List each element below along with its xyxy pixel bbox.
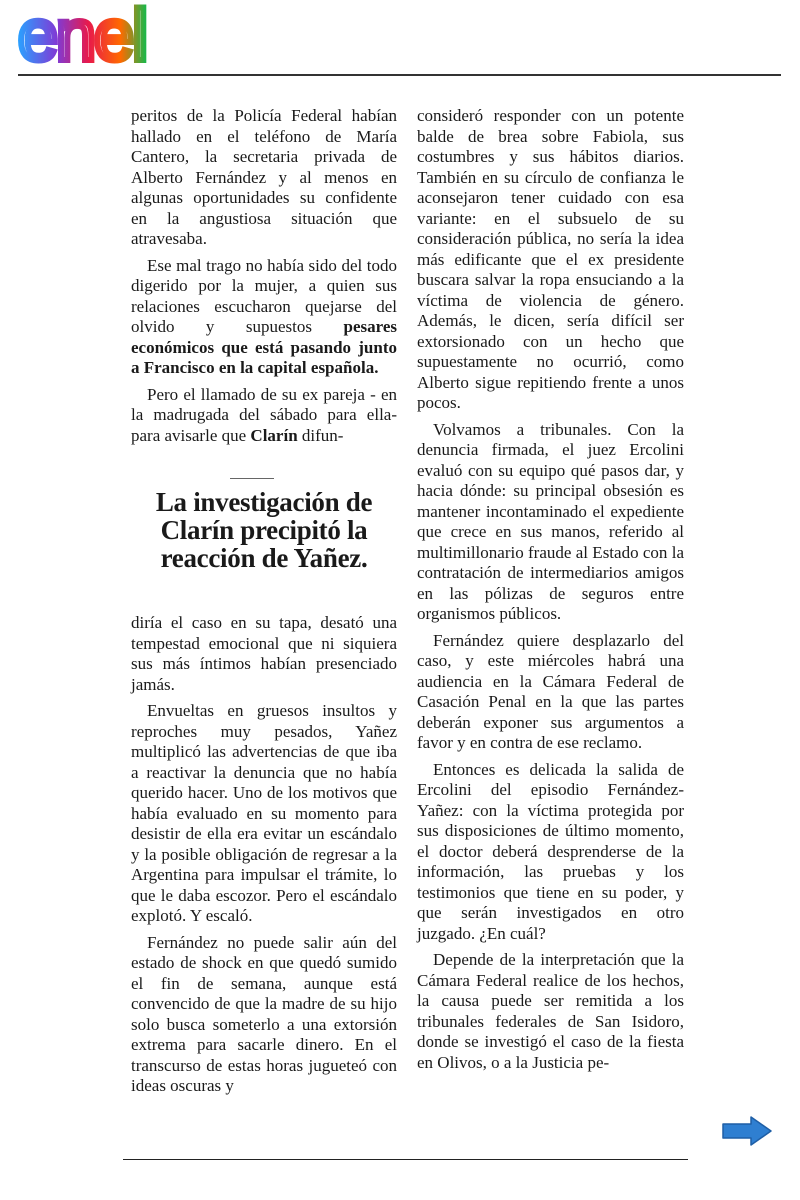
footer-rule [123,1159,688,1160]
emphasis: Clarín [250,425,298,445]
paragraph: Ese mal trago no había sido del todo digerido por la mujer, a quien sus relaciones escucharon quejarse del olvido y supuestos pesares económicos que está pasando junto a Francisco en la capital española. [131,255,397,377]
paragraph: Entonces es delicada la salida de Ercolini del episodio Fernández-Yañez: con la víctima protegida por sus disposiciones de último momento, el doctor deberá desprenderse de la información, las pruebas y los testimonios que tiene en su poder, y que serán investigados en otro juzgado. ¿En cuál? [417,759,684,943]
arrow-right-icon[interactable] [721,1115,773,1147]
paragraph: Fernández no puede salir aún del estado de shock en que quedó sumido el fin de semana, aunque está convencido de que la madre de su hijo solo busca someterlo a una extorsión extrema para sacarle dinero. En el transcurso de estas horas jugueteó con ideas oscuras y [131,932,397,1095]
pull-quote-headline: La investigación de Clarín precipitó la reacción de Yañez. [155,487,373,573]
logo-text: enel [18,4,147,70]
article-column-2 [417,106,684,1073]
paragraph: Depende de la interpretación que la Cámara Federal realice de los hechos, la causa puede ser remitida a los tribunales federales de San Isidoro, donde se investigó el caso de la fiesta en Olivos, o a la Justicia pe- [417,950,684,1072]
headline-divider [230,478,274,479]
enel-logo [18,4,198,70]
paragraph: peritos de la Policía Federal habían hallado en el teléfono de María Cantero, la secretaria privada de Alberto Fernández y al menos en algunas oportunidades su confidente en la angustiosa situación que atravesaba. [131,106,397,248]
paragraph: Envueltas en gruesos insultos y reproches muy pesados, Yañez multiplicó las advertencias de que iba a reactivar la denuncia que no había querido hacer. Uno de los motivos que había evaluado en su momento para desistir de ella era evitar un escándalo y la posible obligación de regresar a la Argentina para impulsar el trámite, lo que le daba escozor. Pero el escándalo explotó. Y escaló. [131,701,397,925]
paragraph: consideró responder con un potente balde de brea sobre Fabiola, sus costumbres y sus hábitos diarios. También en su círculo de confianza le aconsejaron tener cuidado con esa variante: en el subsuelo de su consideración pública, no sería la idea más edificante que el ex presidente buscara salvar la ropa ensuciando a la víctima de violencia de género. Además, le dicen, sería difícil ser extorsionado con un hecho que supuestamente no ocurrió, como Alberto sigue repitiendo frente a unos pocos. [417,106,684,412]
paragraph: Fernández quiere desplazarlo del caso, y este miércoles habrá una audiencia en la Cámara Federal de Casación Penal en la que las partes deberán exponer sus argumentos a favor y en contra de ese reclamo. [417,630,684,752]
paragraph: Pero el llamado de su ex pareja - en la madrugada del sábado para ella- para avisarle que Clarín difun- [131,384,397,445]
article-column-1-bottom [131,613,397,1097]
header-rule [18,74,781,76]
emphasis: pesares económicos que está pasando junto a Francisco en la capital española. [131,317,397,377]
paragraph: diría el caso en su tapa, desató una tempestad emocional que ni siquiera sus más íntimos habían presenciado jamás. [131,613,397,694]
paragraph: Volvamos a tribunales. Con la denuncia firmada, el juez Ercolini evaluó con su equipo qué pasos dar, y hacia dónde: su principal obsesión es mantener incontaminado el expediente que crece en sus manos, referido al multimillonario fraude al Estado con la contratación de intermediarios amigos en las pólizas de seguros entre organismos públicos. [417,419,684,623]
article-column-1-top [131,106,397,446]
